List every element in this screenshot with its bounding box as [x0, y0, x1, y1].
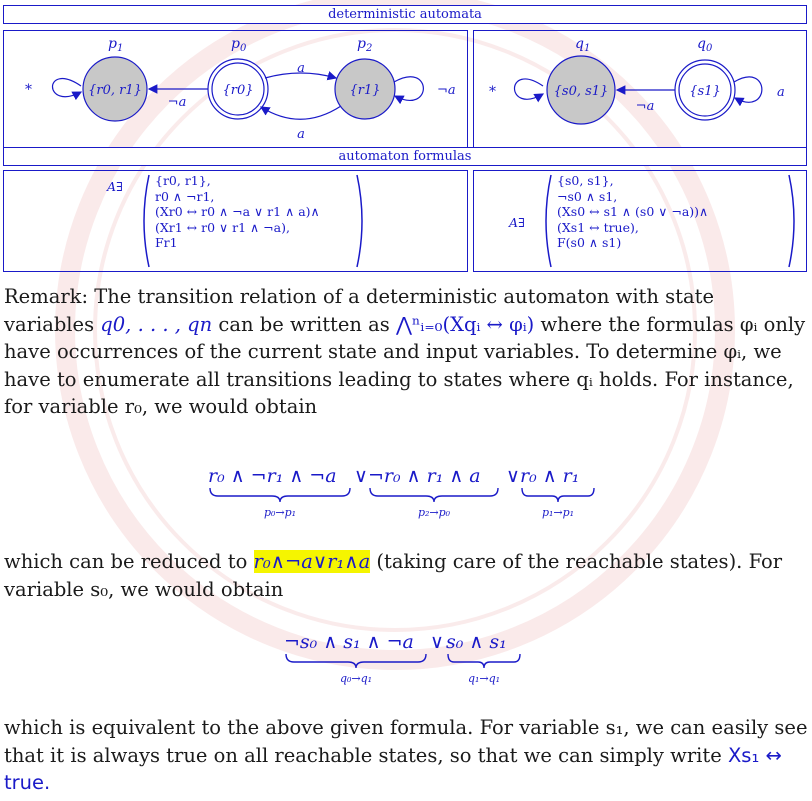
- label-star-right: *: [489, 84, 496, 100]
- equation-r0: [208, 460, 608, 525]
- eq1-or-2: ∨: [506, 465, 520, 487]
- eq1-term-2: ¬r₀ ∧ r₁ ∧ a: [368, 465, 481, 487]
- label-p1: $p_1$: [108, 36, 124, 54]
- eq2-brace-1: [286, 654, 426, 668]
- final-formula: Xs₁ ↔ true.: [4, 743, 782, 794]
- right-formula-line-4: (Xs1 ↔ true),: [557, 219, 639, 235]
- automata-table: [3, 5, 807, 272]
- label-edge-p2-self: ¬a: [437, 83, 456, 98]
- highlighted-formula: r₀∧¬a∨r₁∧a: [253, 550, 371, 573]
- header-deterministic-automata: deterministic automata: [3, 5, 807, 24]
- eq1-brace-2: [370, 488, 498, 502]
- eq1-term-1: r₀ ∧ ¬r₁ ∧ ¬a: [208, 465, 337, 487]
- right-formula-line-1: {s0, s1},: [557, 173, 614, 188]
- right-formula-line-3: (Xs0 ↔ s1 ∧ (s0 ∨ ¬a))∧: [557, 204, 709, 219]
- label-q0: $q_0$: [697, 36, 713, 54]
- eq1-or-1: ∨: [354, 465, 368, 487]
- label-q1: $q_1$: [575, 36, 591, 54]
- left-automaton-diagram: [3, 30, 468, 148]
- right-formula-lines: [557, 173, 708, 251]
- remark-paragraph: Remark: The transition relation of a deterministic automaton with state variables q0, . . . , qn can be written as ⋀ⁿᵢ₌₀(Xqᵢ ↔ φᵢ) where the formulas φᵢ only have occurrences of the current state and input variables. To determine φᵢ, we have to enumerate all transitions leading to states where qᵢ holds. For instance, for variable r₀, we would obtain: [4, 285, 806, 418]
- label-edge-p2-p0: a: [297, 127, 305, 142]
- left-formula-lparen: [137, 173, 151, 269]
- state-p1-text: {r0, r1}: [88, 83, 142, 98]
- state-q1-text: {s0, s1}: [553, 84, 609, 99]
- label-edge-p0-p2: a: [297, 61, 305, 76]
- eq2-brace-2: [448, 654, 520, 668]
- right-formula-line-2: ¬s0 ∧ s1,: [557, 188, 618, 204]
- state-p2-text: {r1}: [349, 83, 381, 98]
- edge-q0-self: [734, 77, 762, 102]
- eq2-or-1: ∨: [430, 631, 444, 653]
- left-formula-line-5: Fr1: [155, 235, 178, 250]
- eq1-sub-2: p₂→p₀: [417, 506, 451, 519]
- eq1-brace-3: [522, 488, 594, 502]
- edge-q1-self: [515, 79, 544, 99]
- equation-s0: [284, 626, 544, 691]
- state-p0-text: {r0}: [222, 83, 254, 98]
- right-automaton-diagram: [473, 30, 807, 148]
- final-paragraph: which is equivalent to the above given formula. For variable s₁, we can easily see that it is always true on all reachable states, so that we can simply write Xs₁ ↔ true.: [4, 716, 808, 794]
- left-formula-line-3: (Xr0 ↔ r0 ∧ ¬a ∨ r1 ∧ a)∧: [155, 204, 320, 219]
- left-formula-name: A∃: [107, 179, 123, 194]
- right-formula-lparen: [539, 173, 553, 269]
- left-formula-lines: [155, 173, 320, 251]
- reduction-paragraph: which can be reduced to r₀∧¬a∨r₁∧a (taking care of the reachable states). For variable s₀, we would obtain: [4, 550, 783, 601]
- eq2-sub-2: q₁→q₁: [467, 672, 501, 685]
- label-p2: $p_2$: [357, 36, 373, 54]
- eq1-term-3: r₀ ∧ r₁: [520, 465, 580, 487]
- left-formula-line-1: {r0, r1},: [155, 173, 211, 188]
- eq1-sub-1: p₀→p₁: [263, 506, 297, 519]
- edge-p1-self: [53, 79, 82, 97]
- right-formula-name: A∃: [509, 215, 525, 230]
- eq1-brace-1: [210, 488, 350, 502]
- eq2-term-1: ¬s₀ ∧ s₁ ∧ ¬a: [284, 631, 414, 653]
- right-formula-rparen: [787, 173, 801, 269]
- left-formula-line-2: r0 ∧ ¬r1,: [155, 188, 215, 204]
- label-p0: $p_0$: [231, 36, 247, 54]
- label-edge-q0-q1: ¬a: [635, 99, 655, 114]
- state-q0-text: {s1}: [689, 84, 721, 99]
- left-formula-rparen: [355, 173, 369, 269]
- edge-p2-self: [394, 77, 423, 101]
- edge-p2-p0: [261, 106, 341, 119]
- label-edge-p0-p1: ¬a: [167, 95, 187, 110]
- eq1-sub-3: p₁→p₁: [541, 506, 575, 519]
- left-formula-line-4: (Xr1 ↔ r0 ∨ r1 ∧ ¬a),: [155, 219, 290, 235]
- header-automaton-formulas: automaton formulas: [3, 147, 807, 166]
- label-edge-q0-self: a: [777, 85, 785, 100]
- eq2-term-2: s₀ ∧ s₁: [446, 631, 507, 653]
- eq2-sub-1: q₀→q₁: [339, 672, 373, 685]
- label-star-left: *: [25, 82, 32, 98]
- right-formula-line-5: F(s0 ∧ s1): [557, 235, 622, 250]
